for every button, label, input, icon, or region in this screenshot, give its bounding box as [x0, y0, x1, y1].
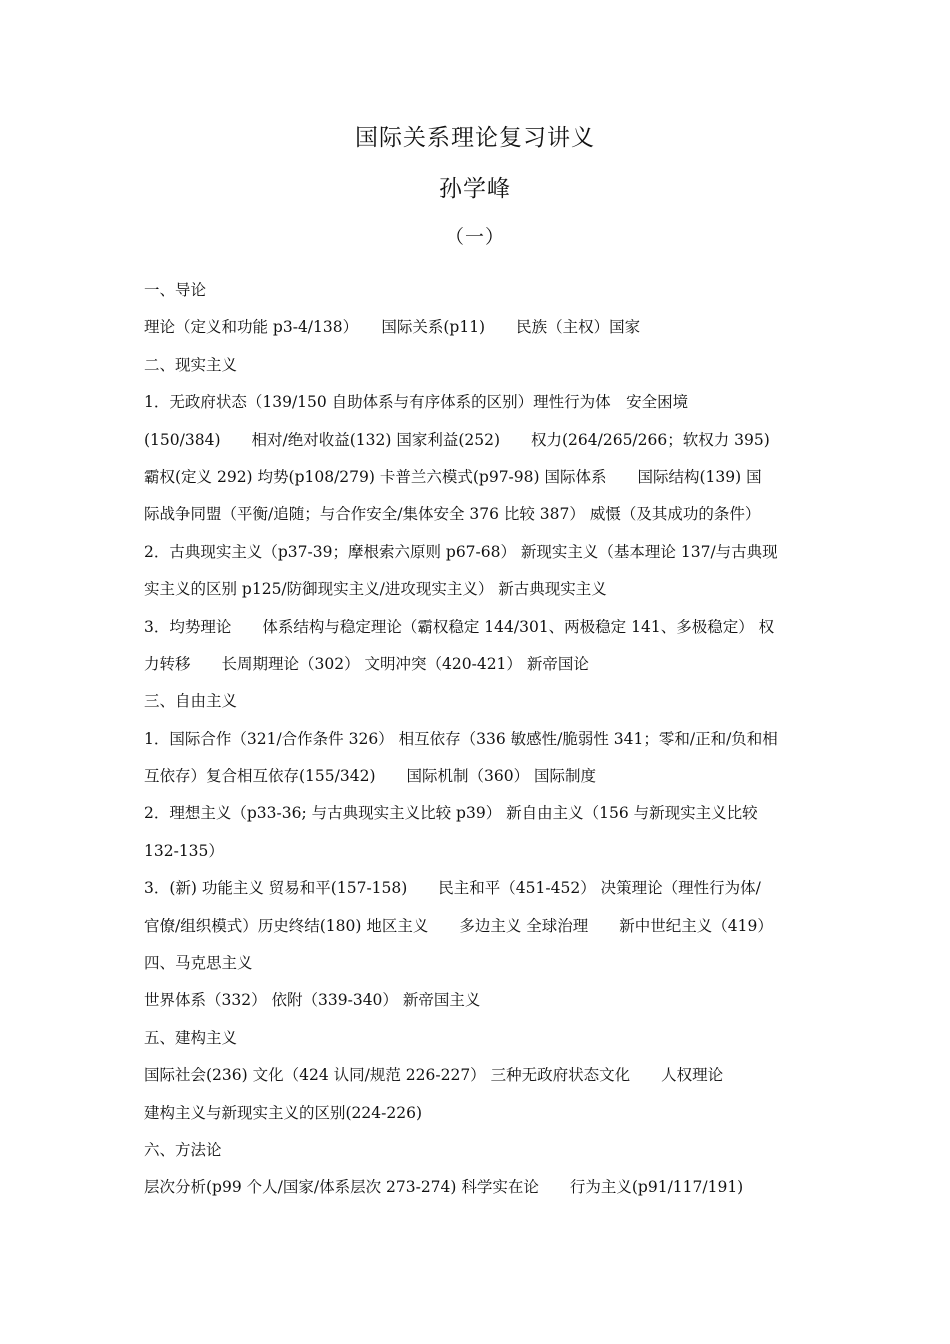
document-title: 国际关系理论复习讲义 — [355, 125, 595, 151]
text-line: 国际社会(236) 文化（424 认同/规范 226-227） 三种无政府状态文化 人权理论 — [144, 1066, 724, 1085]
text-line: 层次分析(p99 个人/国家/体系层次 273-274) 科学实在论 行为主义(p91/117/191) — [144, 1178, 744, 1197]
text-line: 1．国际合作（321/合作条件 326） 相互依存（336 敏感性/脆弱性 341；零和/正和/负和相 — [144, 729, 778, 748]
section-heading: 二、现实主义 — [144, 355, 238, 374]
section-heading: 一、导论 — [144, 281, 207, 299]
text-line: 互依存）复合相互依存(155/342) 国际机制（360） 国际制度 — [144, 767, 596, 786]
text-line: 3．均势理论 体系结构与稳定理论（霸权稳定 144/301、两极稳定 141、多极稳定） 权 — [144, 617, 775, 636]
text-line: (150/384) 相对/绝对收益(132) 国家利益(252) 权力(264/265/266；软权力 395) — [144, 430, 770, 449]
text-line: 理论（定义和功能 p3-4/138） 国际关系(p11) 民族（主权）国家 — [144, 318, 641, 337]
text-line: 2．古典现实主义（p37-39；摩根索六原则 p67-68） 新现实主义（基本理论 137/与古典现 — [144, 542, 778, 561]
section-heading: 四、马克思主义 — [144, 954, 253, 973]
text-line: 2．理想主义（p33-36; 与古典现实主义比较 p39） 新自由主义（156 与新现实主义比较 — [144, 804, 758, 823]
text-line: 际战争同盟（平衡/追随；与合作安全/集体安全 376 比较 387） 威慑（及其成功的条件） — [144, 505, 761, 524]
text-line: 官僚/组织模式）历史终结(180) 地区主义 多边主义 全球治理 新中世纪主义（419） — [144, 916, 773, 935]
text-line: 力转移 长周期理论（302） 文明冲突（420-421） 新帝国论 — [144, 654, 589, 673]
text-line: 3．(新) 功能主义 贸易和平(157-158) 民主和平（451-452） 决策理论（理性行为体/ — [144, 879, 761, 898]
text-line: 实主义的区别 p125/防御现实主义/进攻现实主义） 新古典现实主义 — [144, 580, 607, 599]
part-number: （一） — [444, 226, 505, 248]
section-heading: 五、建构主义 — [144, 1028, 238, 1047]
text-line: 建构主义与新现实主义的区别(224-226) — [144, 1103, 423, 1122]
text-line: 1．无政府状态（139/150 自助体系与有序体系的区别）理性行为体 安全困境 — [144, 393, 689, 412]
text-line: 世界体系（332） 依附（339-340） 新帝国主义 — [144, 991, 481, 1010]
text-line: 霸权(定义 292) 均势(p108/279) 卡普兰六模式(p97-98) 国际体系 国际结构(139) 国 — [144, 467, 762, 486]
document-author: 孙学峰 — [439, 176, 511, 202]
outline-body — [144, 272, 808, 1207]
section-heading: 六、方法论 — [144, 1140, 222, 1159]
section-heading: 三、自由主义 — [144, 692, 238, 711]
text-line: 132-135） — [144, 841, 224, 860]
